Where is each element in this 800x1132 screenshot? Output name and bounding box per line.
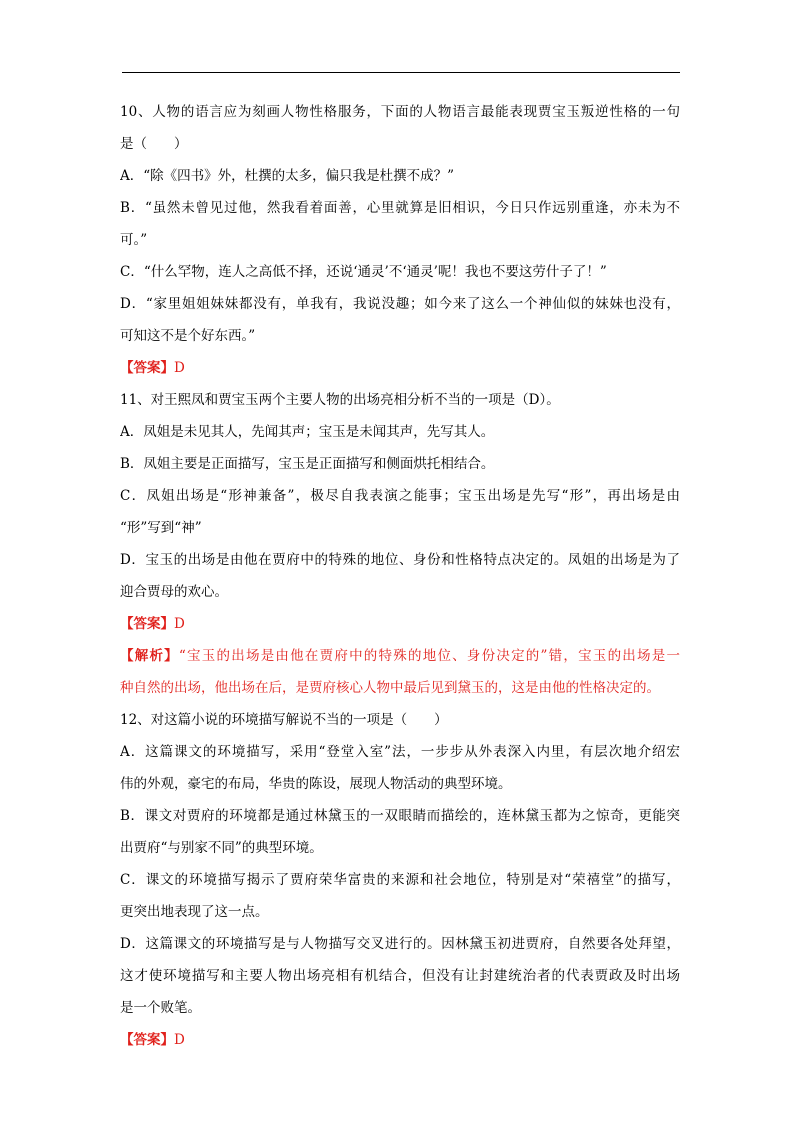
question-11-option-b: B．凤姐主要是正面描写，宝玉是正面描写和侧面烘托相结合。: [120, 456, 495, 472]
answer-label: 【答案】: [120, 1032, 174, 1048]
question-12-option-a-line-1: A．这篇课文的环境描写，采用“登堂入室”法，一步步从外表深入内里，有层次地介绍宏: [120, 744, 680, 760]
answer-label: 【答案】: [120, 616, 174, 632]
question-12-option-c-line-2: 更突出地表现了这一点。: [120, 904, 269, 920]
question-12-option-b-line-1: B．课文对贾府的环境都是通过林黛玉的一双眼睛而描绘的，连林黛玉都为之惊奇，更能突: [120, 808, 680, 824]
question-10-option-d-line-2: 可知这不是个好东西。”: [120, 328, 256, 344]
analysis-label: 【解析】: [120, 648, 179, 664]
question-10: [120, 96, 680, 384]
question-10-option-b-line-2: 可。”: [120, 232, 148, 248]
analysis-text-1: “宝玉的出场是由他在贾府中的特殊的地位、身份决定的”错，宝玉的出场是一: [178, 648, 680, 664]
question-12-option-d-line-1: D．这篇课文的环境描写是与人物描写交叉进行的。因林黛玉初进贾府，自然要各处拜望，: [120, 936, 680, 952]
question-10-option-d-line-1: D．“家里姐姐妹妹都没有，单我有，我说没趣；如今来了这么一个神仙似的妹妹也没有，: [120, 296, 680, 312]
answer-value: D: [174, 616, 185, 632]
header-rule: [122, 72, 680, 73]
question-11-stem: 11、对王熙凤和贾宝玉两个主要人物的出场亮相分析不当的一项是（D）。: [120, 392, 560, 408]
question-12-answer: [120, 1024, 680, 1056]
question-11-option-a: A．凤姐是未见其人，先闻其声；宝玉是未闻其声，先写其人。: [120, 424, 495, 440]
question-11-analysis-line-2: 种自然的出场，他出场在后，是贾府核心人物中最后见到黛玉的，这是由他的性格决定的。: [120, 680, 660, 696]
question-11-option-d-line-1: D．宝玉的出场是由他在贾府中的特殊的地位、身份和性格特点决定的。凤姐的出场是为了: [120, 552, 680, 568]
question-12-stem: 12、对这篇小说的环境描写解说不当的一项是（ ）: [120, 712, 448, 728]
question-12-option-c-line-1: C．课文的环境描写揭示了贾府荣华富贵的来源和社会地位，特别是对“荣禧堂”的描写，: [120, 872, 680, 888]
answer-value: D: [174, 360, 185, 376]
question-10-stem-line-1: 10、人物的语言应为刻画人物性格服务，下面的人物语言最能表现贾宝玉叛逆性格的一句: [120, 104, 680, 120]
question-10-option-c: C．“什么罕物，连人之高低不择，还说‘通灵’不‘通灵’呢！我也不要这劳什子了！”: [120, 264, 607, 280]
question-12-option-d-line-3: 是一个败笔。: [120, 1000, 201, 1016]
question-11-option-d-line-2: 迎合贾母的欢心。: [120, 584, 228, 600]
question-10-stem-line-2: 是（ ）: [120, 136, 188, 152]
question-11-answer: [120, 608, 680, 640]
question-11-option-c-line-1: C．凤姐出场是“形神兼备”，极尽自我表演之能事；宝玉出场是先写“形”，再出场是由: [120, 488, 680, 504]
question-12: [120, 704, 680, 1056]
question-12-option-d-line-2: 这才使环境描写和主要人物出场亮相有机结合，但没有让封建统治者的代表贾政及时出场: [120, 968, 680, 984]
question-11: [120, 384, 680, 704]
question-12-option-b-line-2: 出贾府“与别家不同”的典型环境。: [120, 840, 323, 856]
document-body: [120, 96, 680, 1056]
question-12-option-a-line-2: 伟的外观，豪宅的布局，华贵的陈设，展现人物活动的典型环境。: [120, 776, 512, 792]
question-10-answer: [120, 352, 680, 384]
answer-label: 【答案】: [120, 360, 174, 376]
question-11-analysis-line-1: [120, 640, 680, 672]
answer-value: D: [174, 1032, 185, 1048]
question-11-option-c-line-2: “形”写到“神”: [120, 520, 202, 536]
question-10-option-b-line-1: B．“虽然未曾见过他，然我看着面善，心里就算是旧相识，今日只作远别重逢，亦未为不: [120, 200, 680, 216]
question-10-option-a: A．“除《四书》外，杜撰的太多，偏只我是杜撰不成？”: [120, 168, 455, 184]
